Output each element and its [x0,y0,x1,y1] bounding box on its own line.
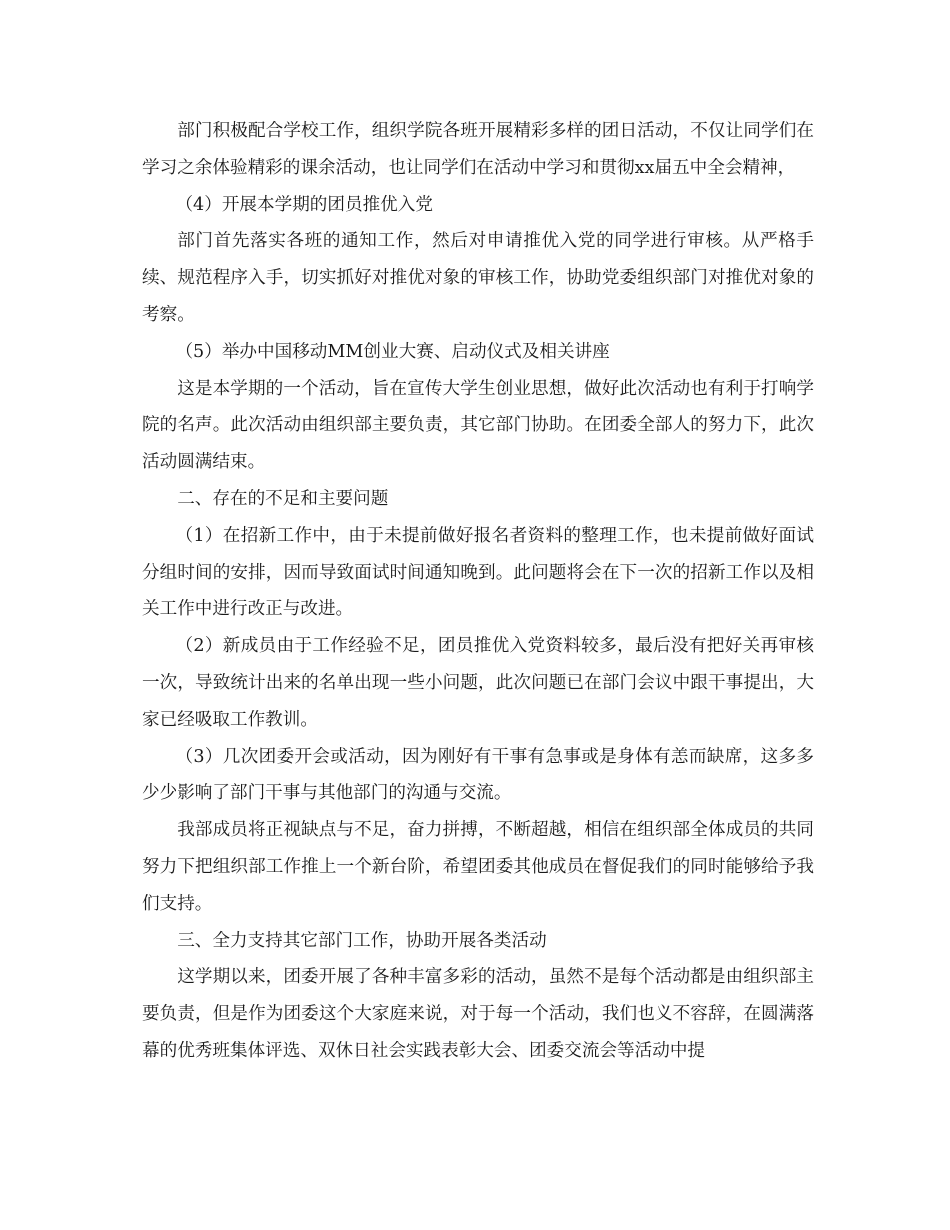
paragraph: （3）几次团委开会或活动，因为刚好有干事有急事或是身体有恙而缺席，这多多少少影响了部门干事与其他部门的沟通与交流。 [142,746,814,804]
document-body [142,113,814,1070]
section-heading: 三、全力支持其它部门工作，协助开展各类活动 [177,930,547,951]
paragraph: 部门首先落实各班的通知工作，然后对申请推优入党的同学进行审核。从严格手续、规范程序入手，切实抓好对推优对象的审核工作，协助党委组织部门对推优对象的考察。 [142,231,814,325]
subheading: （5）举办中国移动MM创业大赛、启动仪式及相关讲座 [175,341,610,362]
subheading: （4）开展本学期的团员推优入党 [175,194,433,215]
paragraph: 部门积极配合学校工作，组织学院各班开展精彩多样的团日活动，不仅让同学们在学习之余体验精彩的课余活动，也让同学们在活动中学习和贯彻xx届五中全会精神， [142,121,814,178]
section-heading: 二、存在的不足和主要问题 [177,488,389,509]
paragraph: （2）新成员由于工作经验不足，团员推优入党资料较多，最后没有把好关再审核一次，导致统计出来的名单出现一些小问题，此次问题已在部门会议中跟干事提出，大家已经吸取工作教训。 [142,636,814,730]
paragraph: 我部成员将正视缺点与不足，奋力拼搏，不断超越，相信在组织部全体成员的共同努力下把组织部工作推上一个新台阶，希望团委其他成员在督促我们的同时能够给予我们支持。 [142,820,814,914]
paragraph: 这学期以来，团委开展了各种丰富多彩的活动，虽然不是每个活动都是由组织部主要负责，但是作为团委这个大家庭来说，对于每一个活动，我们也义不容辞，在圆满落幕的优秀班集体评选、双休日社会实践表彰大会、团委交流会等活动中提 [142,967,814,1061]
paragraph: （1）在招新工作中，由于未提前做好报名者资料的整理工作，也未提前做好面试分组时间的安排，因而导致面试时间通知晚到。此问题将会在下一次的招新工作以及相关工作中进行改正与改进。 [142,525,814,620]
paragraph: 这是本学期的一个活动，旨在宣传大学生创业思想，做好此次活动也有利于打响学院的名声。此次活动由组织部主要负责，其它部门协助。在团委全部人的努力下，此次活动圆满结束。 [142,378,814,473]
